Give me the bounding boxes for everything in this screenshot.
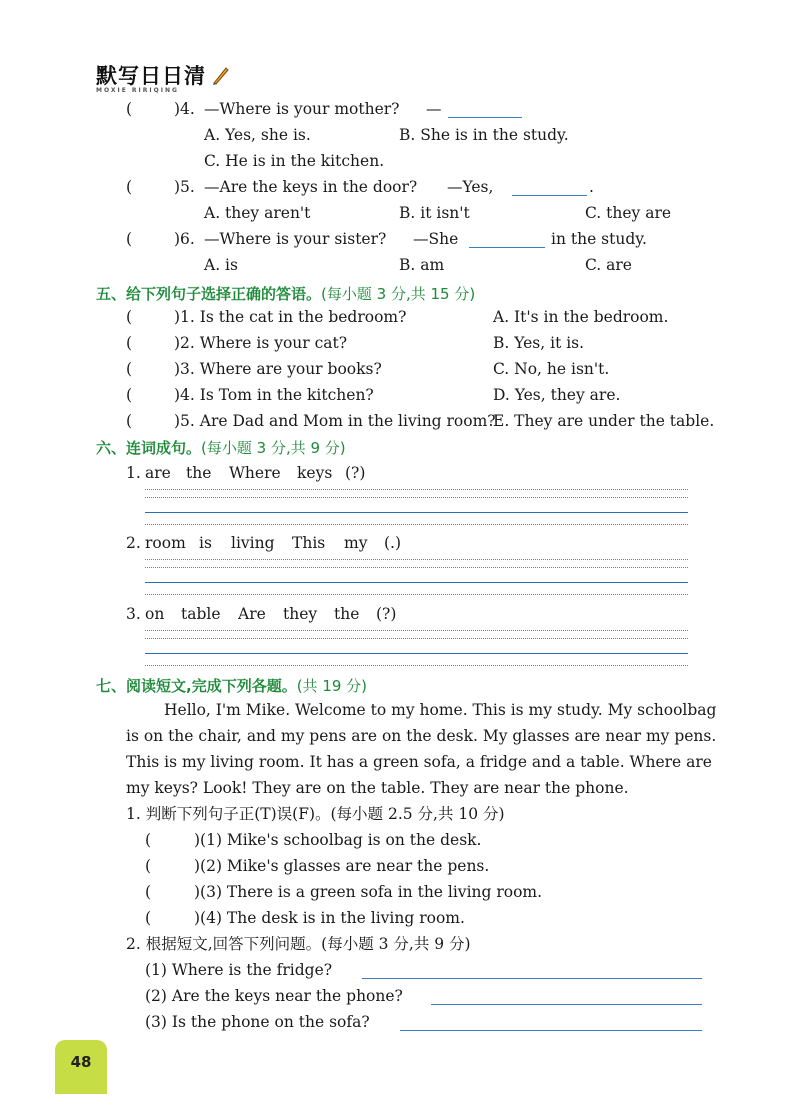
answer-paren[interactable]: ( <box>145 857 152 875</box>
question-number: )6. <box>174 230 195 248</box>
word: table <box>181 605 221 623</box>
question-reply: — <box>426 100 442 118</box>
tf-statement: )(2) Mike's glasses are near the pens. <box>194 857 490 875</box>
section5-heading <box>96 283 475 304</box>
answer-paren[interactable]: ( <box>126 178 133 196</box>
writing-guide-line <box>145 524 688 525</box>
word: room <box>145 534 186 552</box>
question-end: . <box>589 178 594 196</box>
match-answer: E. They are under the table. <box>493 412 715 430</box>
answer-blank[interactable] <box>448 103 522 118</box>
writing-guide-line <box>145 489 688 490</box>
passage-line: my keys? Look! They are on the table. They are near the phone. <box>126 779 629 797</box>
section5-title: 五、给下列句子选择正确的答语。 <box>96 285 322 303</box>
option-b: B. am <box>399 256 445 274</box>
option-a: A. Yes, she is. <box>204 126 311 144</box>
question-stem: —Where is your sister? <box>204 230 387 248</box>
word: the <box>334 605 360 623</box>
word: keys <box>297 464 333 482</box>
word: This <box>292 534 326 552</box>
question-stem: —Are the keys in the door? <box>204 178 418 196</box>
option-a: A. is <box>204 256 238 274</box>
answer-line[interactable] <box>400 1030 702 1031</box>
answer-line[interactable] <box>362 978 702 979</box>
match-answer: D. Yes, they are. <box>493 386 621 404</box>
writing-guide-line <box>145 594 688 595</box>
section7-title: 七、阅读短文,完成下列各题。 <box>96 677 297 695</box>
tf-statement: )(4) The desk is in the living room. <box>194 909 465 927</box>
option-a: A. they aren't <box>204 204 311 222</box>
passage-line: This is my living room. It has a green sofa, a fridge and a table. Where are <box>126 753 712 771</box>
writing-guide-line <box>145 638 688 639</box>
word: are <box>145 464 171 482</box>
tf-statement: )(1) Mike's schoolbag is on the desk. <box>194 831 482 849</box>
logo-text: 默写日日清 <box>96 64 206 88</box>
logo-subtitle: MOXIE RIRIQING <box>96 87 179 94</box>
word: on <box>145 605 165 623</box>
passage-line: Hello, I'm Mike. Welcome to my home. This is my study. My schoolbag <box>164 701 717 719</box>
option-c: C. are <box>585 256 632 274</box>
writing-line[interactable] <box>145 512 688 513</box>
word: they <box>283 605 318 623</box>
page-number: 48 <box>70 1053 92 1071</box>
match-answer: B. Yes, it is. <box>493 334 585 352</box>
option-c: C. they are <box>585 204 672 222</box>
item-number: 1. <box>126 464 141 482</box>
question-number: )5. <box>174 178 195 196</box>
pen-icon <box>212 65 230 85</box>
passage-line: is on the chair, and my pens are on the desk. My glasses are near my pens. <box>126 727 717 745</box>
answer-paren[interactable]: ( <box>126 386 133 404</box>
word: the <box>186 464 212 482</box>
question-text: (3) Is the phone on the sofa? <box>145 1013 370 1031</box>
match-question: )5. Are Dad and Mom in the living room? <box>174 412 496 430</box>
option-b: B. it isn't <box>399 204 470 222</box>
writing-guide-line <box>145 665 688 666</box>
option-b: B. She is in the study. <box>399 126 569 144</box>
tf-statement: )(3) There is a green sofa in the living room. <box>194 883 543 901</box>
answer-paren[interactable]: ( <box>126 100 133 118</box>
answer-line[interactable] <box>431 1004 702 1005</box>
match-question: )3. Where are your books? <box>174 360 382 378</box>
answer-paren[interactable]: ( <box>126 308 133 326</box>
word: (.) <box>384 534 402 552</box>
section6-title: 六、连词成句。 <box>96 439 202 457</box>
part2-title: 2. 根据短文,回答下列问题。(每小题 3 分,共 9 分) <box>126 935 471 953</box>
match-answer: C. No, he isn't. <box>493 360 610 378</box>
section7-heading <box>96 675 367 696</box>
answer-paren[interactable]: ( <box>126 230 133 248</box>
section6-score: (每小题 3 分,共 9 分) <box>201 439 346 457</box>
writing-guide-line <box>145 559 688 560</box>
section7-score: (共 19 分) <box>296 677 368 695</box>
match-question: )1. Is the cat in the bedroom? <box>174 308 407 326</box>
item-number: 2. <box>126 534 141 552</box>
option-c: C. He is in the kitchen. <box>204 152 385 170</box>
answer-paren[interactable]: ( <box>145 883 152 901</box>
answer-paren[interactable]: ( <box>126 412 133 430</box>
word: (?) <box>376 605 397 623</box>
question-reply: —She <box>413 230 459 248</box>
answer-paren[interactable]: ( <box>126 334 133 352</box>
answer-blank[interactable] <box>469 233 545 248</box>
word: living <box>231 534 275 552</box>
match-answer: A. It's in the bedroom. <box>493 308 669 326</box>
header-logo <box>96 60 230 94</box>
question-stem: —Where is your mother? <box>204 100 400 118</box>
answer-paren[interactable]: ( <box>145 909 152 927</box>
part1-title: 1. 判断下列句子正(T)误(F)。(每小题 2.5 分,共 10 分) <box>126 805 505 823</box>
section6-heading <box>96 437 346 458</box>
writing-line[interactable] <box>145 653 688 654</box>
word: is <box>199 534 212 552</box>
question-end: in the study. <box>551 230 647 248</box>
section5-score: (每小题 3 分,共 15 分) <box>321 285 476 303</box>
word: (?) <box>345 464 366 482</box>
answer-paren[interactable]: ( <box>145 831 152 849</box>
answer-paren[interactable]: ( <box>126 360 133 378</box>
page-number-tab <box>55 1040 107 1094</box>
word: Are <box>238 605 266 623</box>
writing-line[interactable] <box>145 582 688 583</box>
word: Where <box>229 464 281 482</box>
item-number: 3. <box>126 605 141 623</box>
question-text: (1) Where is the fridge? <box>145 961 333 979</box>
writing-guide-line <box>145 497 688 498</box>
word: my <box>344 534 368 552</box>
writing-guide-line <box>145 567 688 568</box>
question-text: (2) Are the keys near the phone? <box>145 987 403 1005</box>
answer-blank[interactable] <box>512 181 587 196</box>
match-question: )2. Where is your cat? <box>174 334 348 352</box>
question-reply: —Yes, <box>447 178 494 196</box>
writing-guide-line <box>145 630 688 631</box>
match-question: )4. Is Tom in the kitchen? <box>174 386 374 404</box>
question-number: )4. <box>174 100 195 118</box>
